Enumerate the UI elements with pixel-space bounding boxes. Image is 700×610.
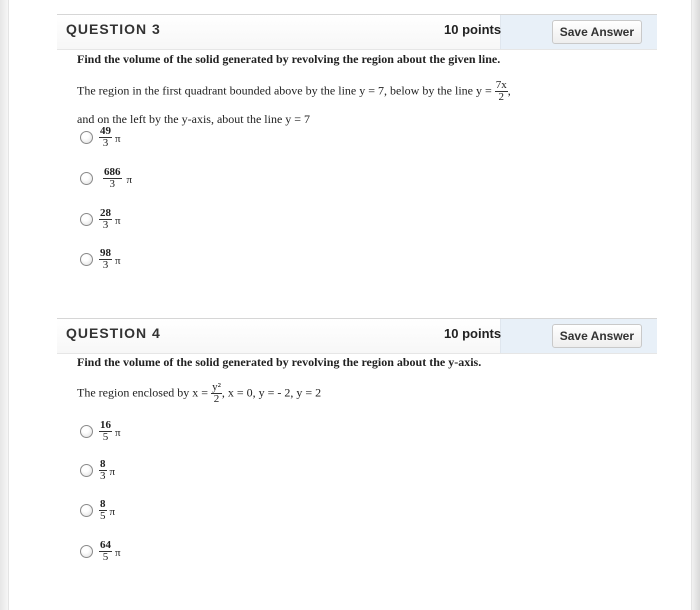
option-denominator: 3 bbox=[100, 469, 106, 482]
question-3-body-line-2: and on the left by the y-axis, about the line y = 7 bbox=[77, 112, 311, 126]
fraction-numerator: y² bbox=[212, 381, 221, 393]
question-3-body-fraction bbox=[495, 80, 508, 103]
option-numerator: 28 bbox=[100, 206, 111, 219]
question-3-option-4[interactable] bbox=[80, 244, 121, 274]
option-denominator: 3 bbox=[102, 218, 109, 231]
question-3-title: QUESTION 3 bbox=[66, 21, 161, 37]
question-4-body-fraction bbox=[211, 382, 222, 405]
option-numerator: 16 bbox=[100, 418, 111, 431]
question-4-body-line-1 bbox=[77, 382, 321, 405]
question-3-option-1[interactable] bbox=[80, 122, 121, 152]
fraction-denominator: 2 bbox=[498, 91, 505, 103]
question-3-option-3[interactable] bbox=[80, 204, 121, 234]
question-4 bbox=[57, 318, 657, 563]
option-denominator: 3 bbox=[109, 177, 115, 190]
question-3-body-end: , bbox=[507, 83, 511, 98]
question-3-instruction: Find the volume of the solid generated by revolving the region about the given line. bbox=[77, 52, 501, 66]
option-denominator: 3 bbox=[102, 258, 109, 271]
pi-symbol: π bbox=[126, 174, 133, 186]
radio-button[interactable] bbox=[80, 504, 93, 517]
radio-button[interactable] bbox=[80, 172, 93, 185]
pi-symbol: π bbox=[115, 215, 121, 227]
option-fraction bbox=[99, 126, 112, 149]
radio-button[interactable] bbox=[80, 425, 93, 438]
pi-symbol: π bbox=[115, 547, 121, 559]
option-fraction bbox=[103, 167, 122, 190]
question-4-points: 10 points bbox=[444, 326, 502, 341]
question-3-body-line-1 bbox=[77, 80, 511, 103]
fraction-denominator: 2 bbox=[213, 393, 220, 405]
option-denominator: 5 bbox=[102, 430, 109, 443]
question-4-instruction: Find the volume of the solid generated by revolving the region about the y-axis. bbox=[77, 355, 482, 369]
question-3-body-text: The region in the first quadrant bounded above by the line y = 7, below by the line y = bbox=[77, 83, 495, 98]
radio-button[interactable] bbox=[80, 545, 93, 558]
option-fraction bbox=[99, 499, 107, 522]
question-3-header bbox=[57, 14, 657, 50]
question-4-option-2[interactable] bbox=[80, 455, 115, 485]
question-4-body-text: The region enclosed by x = bbox=[77, 385, 212, 400]
question-3-option-2[interactable] bbox=[80, 163, 132, 193]
option-denominator: 5 bbox=[102, 550, 109, 563]
radio-button[interactable] bbox=[80, 464, 93, 477]
question-3-save-answer-button[interactable]: Save Answer bbox=[552, 20, 642, 44]
question-4-body-end: , x = 0, y = - 2, y = 2 bbox=[221, 385, 322, 400]
radio-button[interactable] bbox=[80, 131, 93, 144]
option-numerator: 8 bbox=[100, 457, 106, 470]
option-numerator: 64 bbox=[100, 538, 111, 551]
page-left-edge bbox=[0, 0, 8, 610]
option-numerator: 8 bbox=[100, 497, 106, 510]
option-numerator: 49 bbox=[100, 124, 111, 137]
option-denominator: 5 bbox=[100, 509, 106, 522]
option-fraction bbox=[99, 248, 112, 271]
fraction-numerator: 7x bbox=[495, 79, 507, 91]
question-4-option-4[interactable] bbox=[80, 536, 121, 566]
question-4-option-3[interactable] bbox=[80, 495, 115, 525]
pi-symbol: π bbox=[109, 506, 116, 518]
option-fraction bbox=[99, 459, 107, 482]
question-4-points-box bbox=[444, 319, 657, 353]
option-denominator: 3 bbox=[102, 136, 109, 149]
option-fraction bbox=[99, 420, 112, 443]
question-4-title: QUESTION 4 bbox=[66, 325, 161, 341]
option-numerator: 98 bbox=[100, 246, 111, 259]
question-4-option-1[interactable] bbox=[80, 416, 121, 446]
question-3-points-box bbox=[444, 15, 657, 49]
pi-symbol: π bbox=[115, 255, 121, 267]
option-numerator: 686 bbox=[104, 165, 121, 178]
question-3 bbox=[57, 14, 657, 271]
pi-symbol: π bbox=[109, 466, 116, 478]
option-fraction bbox=[99, 208, 112, 231]
pi-symbol: π bbox=[115, 427, 121, 439]
radio-button[interactable] bbox=[80, 253, 93, 266]
question-3-points: 10 points bbox=[444, 22, 502, 37]
question-4-header bbox=[57, 318, 657, 354]
pi-symbol: π bbox=[115, 133, 121, 145]
radio-button[interactable] bbox=[80, 213, 93, 226]
question-4-save-answer-button[interactable]: Save Answer bbox=[552, 324, 642, 348]
option-fraction bbox=[99, 540, 112, 563]
page-right-edge bbox=[692, 0, 700, 610]
